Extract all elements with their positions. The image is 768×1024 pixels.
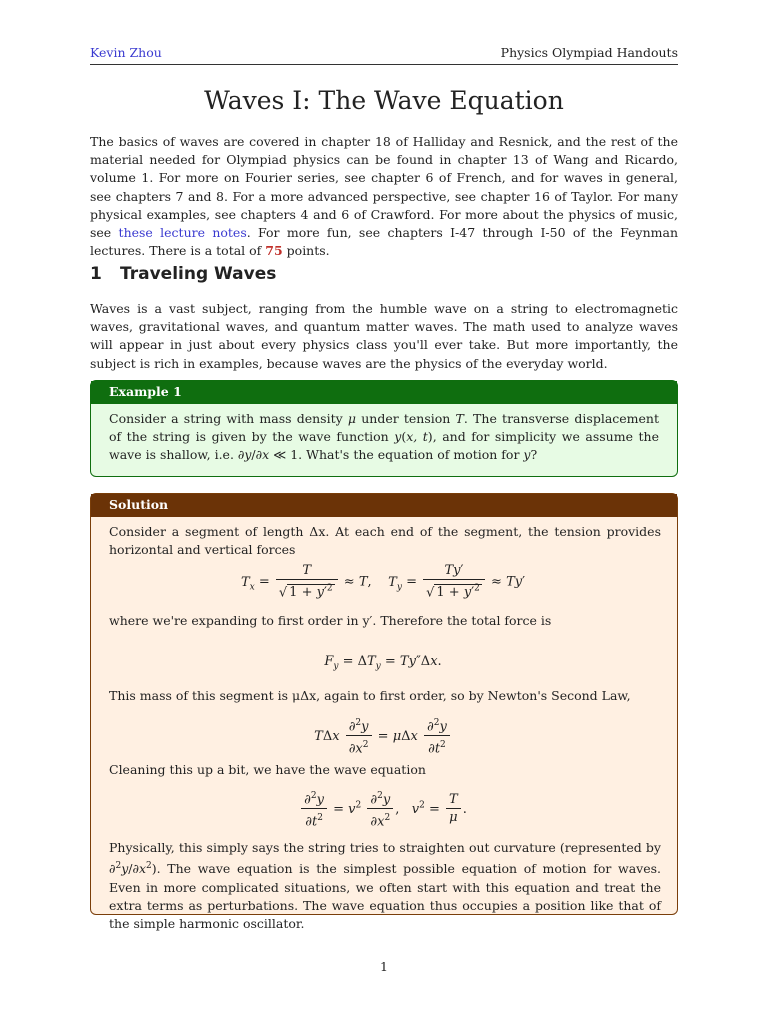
page-header [90,44,678,65]
newton-law-equation: TΔx $\frac{\partial^2y}{\partial x^2}$ = μΔx $\frac{\partial^2y}{\partial t^2}$ [91,715,675,758]
solution-box [90,493,678,931]
tension-components-equation: $T_x$ = $\frac{T}{√ 1 + y'^2}$ ≈ T, $T_y$ = $\frac{Ty'}{√ 1 + y'^2}$ ≈ Ty′ [240,563,526,601]
total-force-equation: $F_y = \Delta T_y = Ty''\Delta x$. [324,654,442,672]
section-heading [90,264,678,284]
solution-line-3: This mass of this segment is μΔx, again to first order, so by Newton's Second Law, [109,688,631,703]
solution-label: Solution [91,494,677,517]
intro-paragraph [90,133,678,260]
solution-body [91,517,677,931]
section-title: Traveling Waves [120,264,277,284]
solution-line-2: where we're expanding to first order in y′. Therefore the total force is [109,613,552,628]
intro-text: The basics of waves are covered in chapter 18 of Halliday and Resnick, and the rest of the material needed for Olympiad physics can be found in chapter 13 of Wang and Ricardo, volume 1. For more on Fourier series, see chapter 6 of French, and for waves in general, see chapters 7 and 8. For a more advanced perspective, see chapter 16 of Taylor. For many physical examples, see chapters 4 and 6 of Crawford. For more about the physics of music, see [90,134,678,241]
intro-text-2: . For more fun, see chapters I-47 through I-50 of the Feynman lectures. There is a total of [90,225,679,259]
section-paragraph: Waves is a vast subject, ranging from the humble wave on a string to electromagnetic waves, gravitational waves, and quantum matter waves. The math used to analyze waves will appear in just about every physics class you'll ever take. But more importantly, the subject is rich in examples, because waves are the physics of the everyday world. [90,301,678,371]
page-title: Waves I: The Wave Equation [204,86,564,115]
author-link[interactable]: Kevin Zhou [90,45,162,60]
page-number: 1 [380,959,388,974]
example-text: Consider a string with mass density μ under tension T. The transverse displacement of the string is given by the wave function y(x, t), and for simplicity we assume the wave is shallow, i.e. ∂y/∂x ≪ 1. What's the equation of motion for y? [109,411,659,463]
wave-equation: $\frac{\partial^2y}{\partial t^2}$ = $v^2$ $\frac{\partial^2y}{\partial x^2}$ , $v^2$ = $\frac{T}{\mu}$ . [91,788,675,831]
example-label: Example 1 [91,381,677,404]
intro-text-3: points. [282,243,330,259]
solution-line-5: Physically, this simply says the string tries to straighten out curvature (represented by $\partial^2y/\partial x^2$). The wave equation is the simplest possible equation of motion for waves. Even in more complicated situations, we often start with this equation and treat the extra terms as perturbations. The wave equation thus occupies a position like that of the simple harmonic oscillator. [109,840,661,931]
example-box [90,380,678,477]
section-number: 1 [90,264,102,284]
solution-line-4: Cleaning this up a bit, we have the wave equation [109,762,426,777]
lecture-notes-link[interactable]: these lecture notes [118,225,247,241]
series-name: Physics Olympiad Handouts [500,45,678,60]
solution-line-1: Consider a segment of length Δx. At each end of the segment, the tension provides horizontal and vertical forces [109,524,661,558]
total-points: 75 [265,243,283,259]
